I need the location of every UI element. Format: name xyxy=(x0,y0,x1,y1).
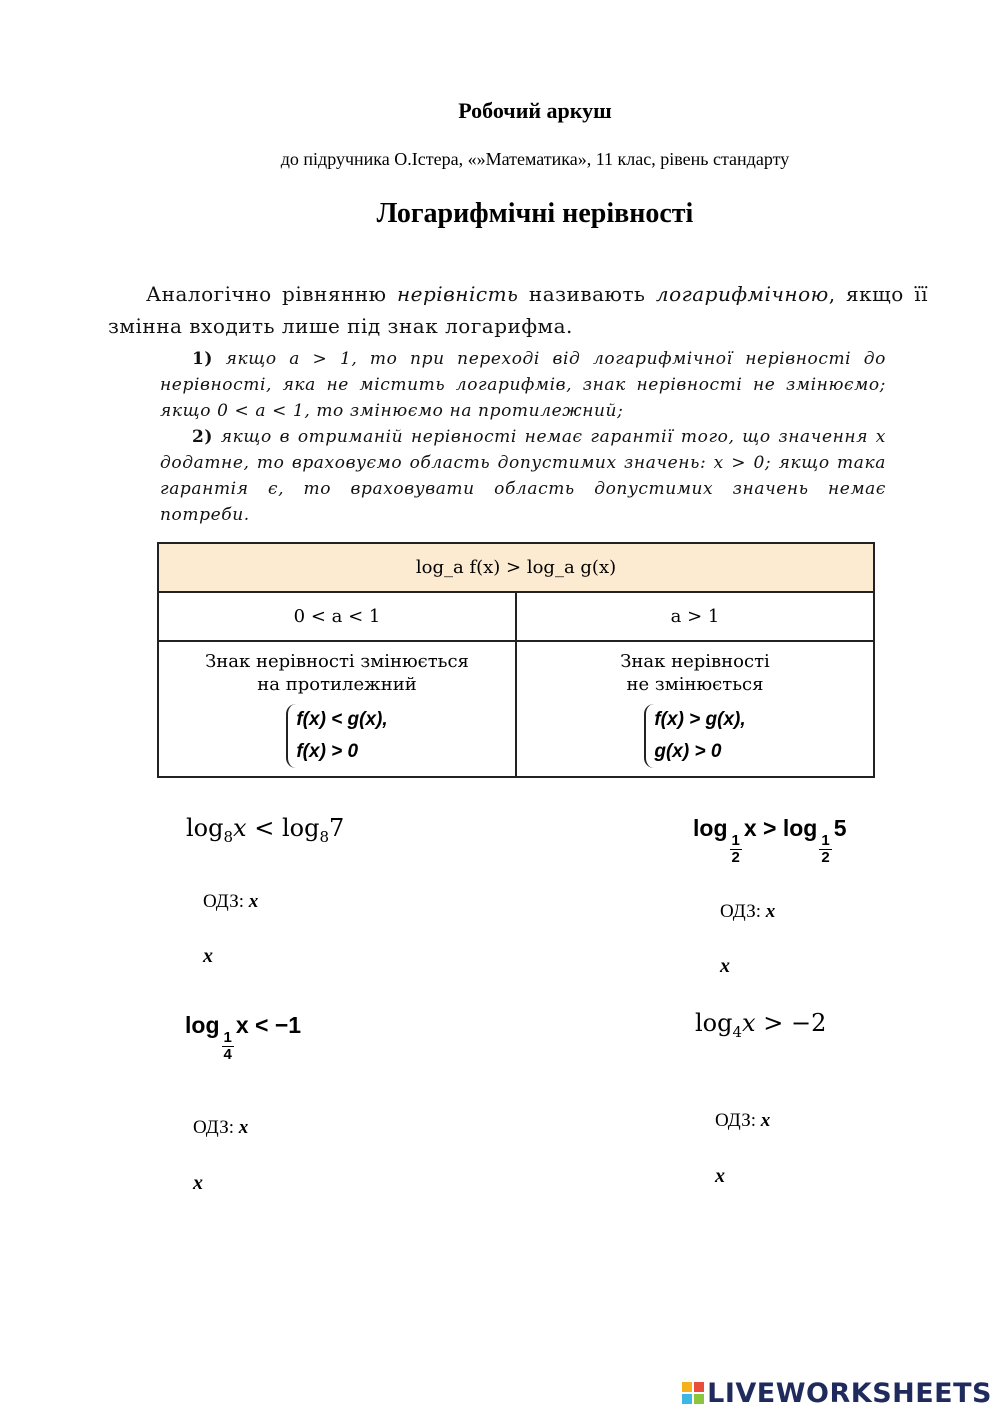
condition-base-less-than-one: 0 < a < 1 xyxy=(158,592,516,641)
reference-table xyxy=(157,542,875,778)
log-base-fraction xyxy=(222,1030,234,1063)
worksheet-subheading: до підручника О.Істера, «»Математика», 11 клас, рівень стандарту xyxy=(280,149,790,169)
cell-text: Знак нерівності змінюється xyxy=(205,651,469,672)
intro-paragraph xyxy=(108,278,928,342)
fraction-numerator: 1 xyxy=(223,1029,232,1046)
variable: x xyxy=(742,1009,756,1037)
rule-text: якщо в отриманій нерівності немає гарантії того, що значення x додатне, то враховуємо область допустимих значень: x > 0; якщо така гарантія є, то враховувати область допустимих значень немає потреби. xyxy=(160,427,886,525)
exercise-4-inequality xyxy=(695,1009,826,1041)
exercise-4-answer-variable: x xyxy=(715,1165,725,1187)
log-symbol: log xyxy=(695,1009,733,1037)
system-line: f(x) > 0 xyxy=(296,741,359,762)
log-symbol: log xyxy=(693,815,728,841)
odz-label: ОДЗ: xyxy=(720,901,762,922)
fraction-denominator: 4 xyxy=(223,1046,232,1063)
rhs-value: −1 xyxy=(274,1012,302,1038)
rule-2 xyxy=(160,424,886,528)
rule-number: 1) xyxy=(192,349,214,369)
fraction-denominator: 2 xyxy=(731,849,740,866)
odz-variable: x xyxy=(760,1110,771,1131)
log-symbol: log xyxy=(185,1012,220,1038)
exercise-3-inequality xyxy=(185,1012,301,1063)
system-of-inequalities xyxy=(286,704,387,768)
rule-1 xyxy=(160,346,886,424)
cell-text: не змінюється xyxy=(626,674,764,695)
fraction-denominator: 2 xyxy=(821,849,830,866)
variable: x xyxy=(235,1012,249,1038)
liveworksheets-watermark xyxy=(682,1378,992,1409)
relation: > xyxy=(756,815,783,841)
watermark-text: LIVEWORKSHEETS xyxy=(707,1378,992,1409)
log-symbol: log xyxy=(186,814,224,842)
exercise-1-answer-variable: x xyxy=(203,945,213,967)
rhs-value: 5 xyxy=(833,815,847,841)
log-base: 4 xyxy=(732,1022,743,1041)
fraction-numerator: 1 xyxy=(821,832,830,849)
intro-term: нерівність xyxy=(396,282,519,306)
exercise-2-inequality xyxy=(693,815,847,866)
odz-variable: x xyxy=(765,901,776,922)
odz-variable: x xyxy=(248,891,259,912)
intro-text: називають xyxy=(518,282,656,306)
fraction-numerator: 1 xyxy=(731,832,740,849)
liveworksheets-logo-icon xyxy=(682,1382,704,1404)
worksheet-title: Логарифмічні нерівності xyxy=(376,198,694,229)
system-line: f(x) > g(x), xyxy=(654,709,746,730)
table-header-formula: log_a f(x) > log_a g(x) xyxy=(158,543,874,592)
rule-cell-decreasing xyxy=(158,641,516,777)
odz-label: ОДЗ: xyxy=(203,891,245,912)
condition-base-greater-than-one: a > 1 xyxy=(516,592,874,641)
worksheet-heading: Робочий аркуш xyxy=(458,98,612,123)
rule-number: 2) xyxy=(192,427,214,447)
system-line: g(x) > 0 xyxy=(654,741,722,762)
system-of-inequalities xyxy=(644,704,745,768)
variable: x xyxy=(743,815,757,841)
exercise-3-odz xyxy=(193,1117,248,1139)
rules-block xyxy=(160,346,886,528)
rhs-value: 7 xyxy=(329,814,345,842)
rule-text: якщо a > 1, то при переході від логарифмічної нерівності до нерівності, яка не містить логарифмів, знак нерівності не змінюємо; якщо 0 < a < 1, то змінюємо на протилежний; xyxy=(160,349,886,421)
variable: x xyxy=(233,814,247,842)
log-base-fraction xyxy=(819,833,831,866)
exercise-3-answer-variable: x xyxy=(193,1172,203,1194)
exercise-4-odz xyxy=(715,1110,770,1132)
intro-text: , якщо її змінна входить лише під знак логарифма. xyxy=(108,282,928,338)
exercise-2-odz xyxy=(720,901,775,923)
odz-label: ОДЗ: xyxy=(715,1110,757,1131)
exercise-2-answer-variable: x xyxy=(720,955,730,977)
odz-label: ОДЗ: xyxy=(193,1117,235,1138)
log-base: 8 xyxy=(223,827,234,846)
log-symbol: log xyxy=(281,814,320,842)
intro-term: логарифмічною xyxy=(655,282,829,306)
cell-text: на протилежний xyxy=(257,674,417,695)
relation: > xyxy=(755,1009,791,1037)
rhs-value: −2 xyxy=(790,1009,827,1037)
odz-variable: x xyxy=(238,1117,249,1138)
intro-text: Аналогічно рівнянню xyxy=(146,282,397,306)
exercise-1-odz xyxy=(203,891,258,913)
log-symbol: log xyxy=(782,815,818,841)
rule-cell-increasing xyxy=(516,641,874,777)
log-base-fraction xyxy=(730,833,742,866)
log-base: 8 xyxy=(319,827,330,846)
system-line: f(x) < g(x), xyxy=(296,709,388,730)
cell-text: Знак нерівності xyxy=(620,651,770,672)
relation: < xyxy=(246,814,282,842)
exercise-1-inequality xyxy=(186,814,344,846)
relation: < xyxy=(248,1012,275,1038)
